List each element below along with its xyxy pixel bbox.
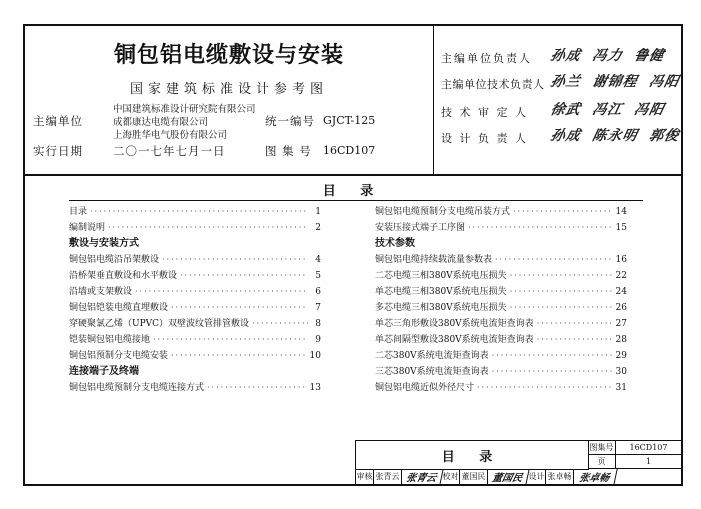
- date-value: 二〇一七年七月一日: [113, 144, 226, 158]
- unified-no-label: 统一编号: [265, 114, 315, 128]
- atlas-no-value: 16CD107: [323, 144, 376, 157]
- toc-entry[interactable]: 二芯电缆三相380V系统电压损失 ····· 22: [375, 268, 627, 284]
- toc-entry[interactable]: 三芯380V系统电流矩查询表 ····· 30: [375, 364, 627, 380]
- design-label: 设计: [528, 469, 546, 485]
- toc-entry[interactable]: 单芯三角形敷设380V系统电流矩查询表 ····· 27: [375, 316, 627, 332]
- toc-title: 目 录: [322, 184, 384, 199]
- toc-entry[interactable]: 铜包铝电缆近似外径尺寸 ····· 31: [375, 380, 627, 396]
- toc-entry[interactable]: 铜包铝电缆持续载流量参数表 ····· 16: [375, 252, 627, 268]
- reviewer-signature: 张青云: [400, 469, 443, 485]
- signature-image: 孙成 冯力 鲁健: [549, 48, 666, 64]
- review-label: 审核: [356, 469, 374, 485]
- toc-divider: [69, 200, 643, 201]
- signature-image: 孙兰 谢锦程 冯阳: [549, 74, 681, 90]
- toc-right-column: [375, 204, 627, 396]
- title-block-blank: [616, 469, 682, 485]
- toc-entry[interactable]: 沿墙或支架敷设 ····· 6: [69, 284, 321, 300]
- title-block-title: 目 录: [356, 441, 589, 470]
- signature-role: 主编单位技术负责人: [441, 78, 545, 91]
- editor-org-list: [113, 103, 256, 142]
- signature-role: 主编单位负责人: [441, 52, 532, 65]
- toc-entry[interactable]: 单芯间隔型敷设380V系统电流矩查询表 ····· 28: [375, 332, 627, 348]
- toc-entry[interactable]: 多芯电缆三相380V系统电压损失 ····· 26: [375, 300, 627, 316]
- reviewer-name: 张青云: [374, 469, 402, 485]
- checker-signature: 董国民: [486, 469, 529, 485]
- toc-entry[interactable]: 铜包铝电缆沿吊架敷设 ····· 4: [69, 252, 321, 268]
- toc-section-heading: 敷设与安装方式: [69, 238, 139, 249]
- toc-section-heading: 技术参数: [375, 238, 415, 249]
- designer-signature: 张卓畅: [572, 469, 617, 485]
- toc-entry[interactable]: 单芯电缆三相380V系统电压损失 ····· 24: [375, 284, 627, 300]
- editor-org: 中国建筑标准设计研究院有限公司: [113, 104, 256, 115]
- title-block: [355, 440, 682, 485]
- unified-no-value: GJCT-125: [323, 114, 376, 127]
- toc-entry[interactable]: 二芯380V系统电流矩查询表 ····· 29: [375, 348, 627, 364]
- toc-entry[interactable]: 编制说明 ····· 2: [69, 220, 321, 236]
- editor-label: 主编单位: [33, 114, 83, 128]
- document-subtitle: 国家建筑标准设计参考图: [129, 82, 328, 97]
- toc-entry[interactable]: 铠装铜包铝电缆接地 ····· 9: [69, 332, 321, 348]
- page-no-value: 1: [616, 455, 682, 469]
- editor-org: 上海胜华电气股份有限公司: [113, 130, 228, 141]
- document-title: 铜包铝电缆敷设与安装: [113, 42, 344, 68]
- toc-section-heading: 连接端子及终端: [69, 366, 139, 377]
- atlas-no-label: 图集号: [588, 441, 616, 455]
- atlas-no-label: 图 集 号: [265, 144, 312, 158]
- signature-image: 孙成 陈永明 郭俊: [549, 128, 681, 144]
- toc-entry[interactable]: 目录 ····· 1: [69, 204, 321, 220]
- toc-entry[interactable]: 铜包铝电缆预制分支电缆连接方式 ····· 13: [69, 380, 321, 396]
- page-label: 页: [588, 455, 616, 469]
- toc-entry[interactable]: 沿桥架垂直敷设和水平敷设 ····· 5: [69, 268, 321, 284]
- designer-name: 张卓畅: [546, 469, 574, 485]
- checker-name: 董国民: [460, 469, 488, 485]
- signature-image: 徐武 冯江 冯阳: [549, 102, 666, 118]
- drawing-sheet: [23, 24, 683, 486]
- toc-left-column: [69, 204, 321, 396]
- toc-entry[interactable]: 铜包铝预制分支电缆安装 ····· 10: [69, 348, 321, 364]
- atlas-no-value: 16CD107: [616, 441, 682, 455]
- toc-entry[interactable]: 安装压接式端子工序图 ····· 15: [375, 220, 627, 236]
- toc-entry[interactable]: 铜包铝铠装电缆直埋敷设 ····· 7: [69, 300, 321, 316]
- check-label: 校对: [442, 469, 460, 485]
- toc-entry[interactable]: 穿硬聚氯乙烯（UPVC）双壁波纹管排管敷设 ····· 8: [69, 316, 321, 332]
- editor-org: 成都康达电缆有限公司: [113, 117, 209, 128]
- header-left-panel: [25, 26, 434, 174]
- signature-role: 技 术 审 定 人: [441, 106, 528, 119]
- signature-role: 设 计 负 责 人: [441, 132, 528, 145]
- date-label: 实行日期: [33, 144, 83, 158]
- toc-entry[interactable]: 铜包铝电缆预制分支电缆吊装方式 ····· 14: [375, 204, 627, 220]
- cover-header: [25, 26, 681, 176]
